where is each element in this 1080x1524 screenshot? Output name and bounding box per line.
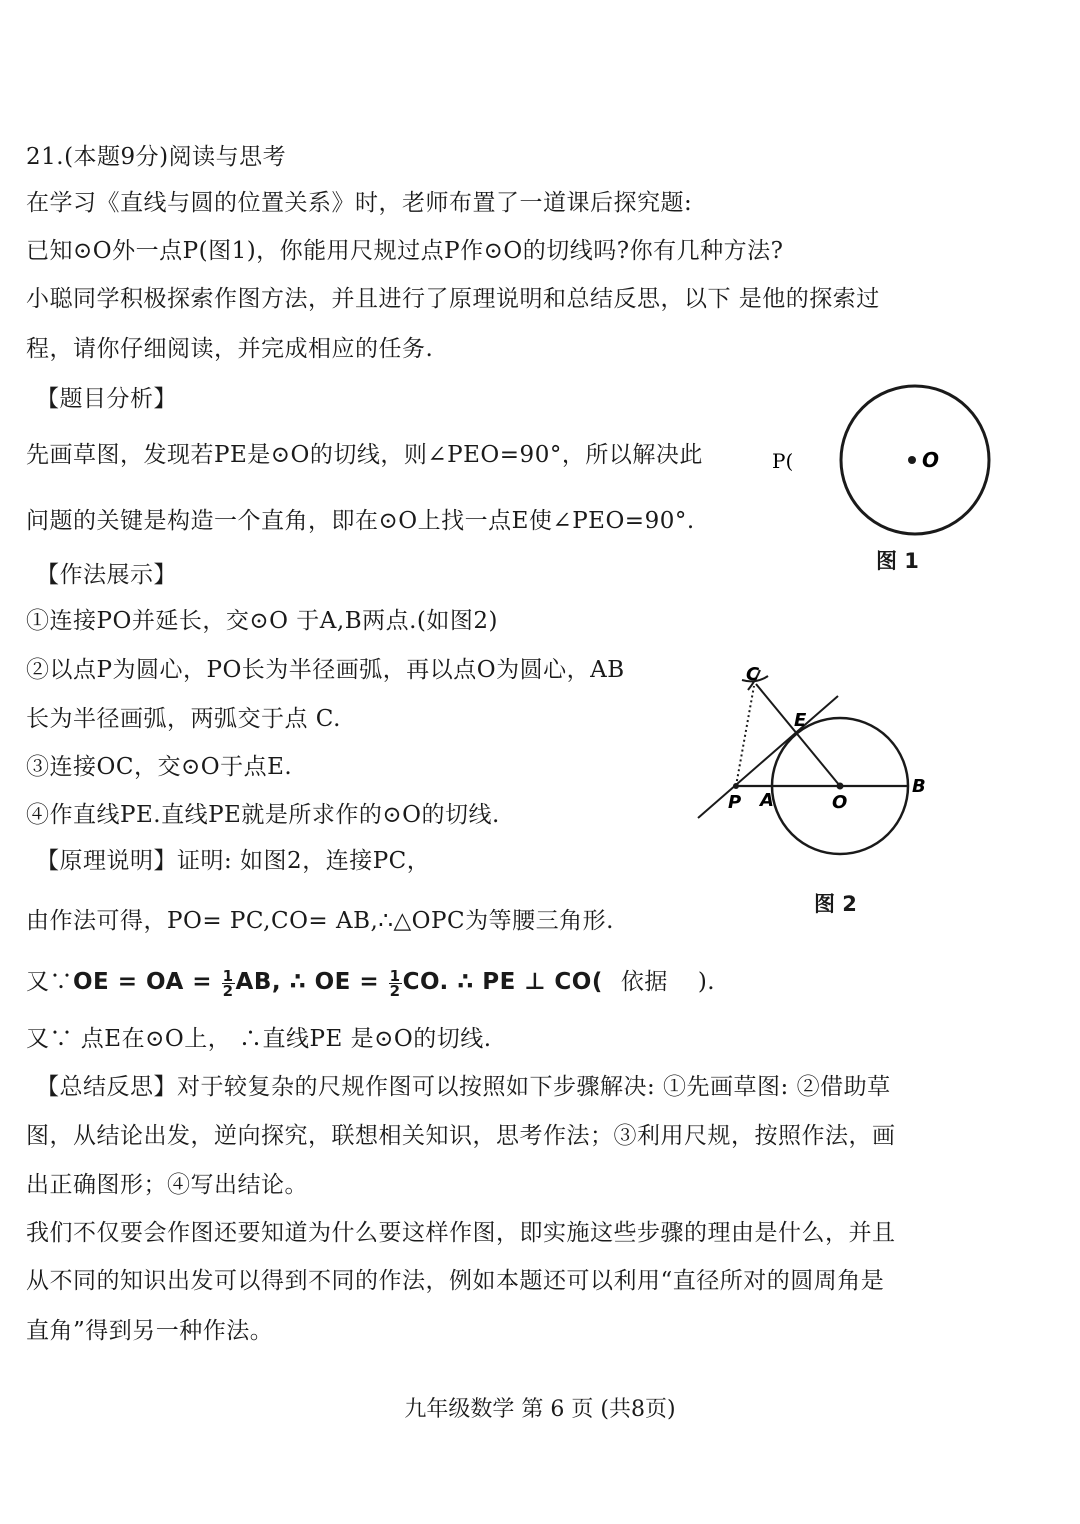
intro-line-1: 在学习《直线与圆的位置关系》时，老师布置了一道课后探究题: (26, 190, 693, 216)
principle-title: 【原理说明】证明: 如图2，连接PC， (36, 848, 431, 874)
analysis-line-1: 先画草图，发现若PE是⊙O的切线，则∠PEO=90°，所以解决此 (26, 442, 703, 468)
analysis-line-2: 问题的关键是构造一个直角，即在⊙O上找一点E使∠PEO=90°. (26, 508, 695, 534)
figure-2 (690, 660, 940, 880)
intro-line-3: 小聪同学积极探索作图方法，并且进行了原理说明和总结反思，以下 是他的探索过 (26, 286, 880, 312)
figure2-point-p-dot (733, 783, 739, 789)
figure2-label-b: B (912, 776, 926, 797)
summary-line-4: 我们不仅要会作图还要知道为什么要这样作图，即实施这些步骤的理由是什么，并且 (26, 1220, 896, 1246)
method-step-2a: ②以点P为圆心，PO长为半径画弧，再以点O为圆心，AB (26, 657, 625, 683)
summary-line-3: 出正确图形；④写出结论。 (26, 1172, 308, 1198)
question-header: 21.(本题9分)阅读与思考 (26, 144, 287, 170)
summary-line-2: 图，从结论出发，逆向探究，联想相关知识，思考作法；③利用尺规，按照作法，画 (26, 1123, 896, 1149)
principle-line-1: 由作法可得，PO= PC,CO= AB,∴△OPC为等腰三角形. (26, 908, 614, 934)
principle-close: ). (697, 969, 716, 995)
half-fraction-2: $\frac{1}{2}$ (389, 966, 401, 1000)
figure2-label-o: O (832, 792, 848, 813)
principle-line-3: 又∵ 点E在⊙O上， ∴直线PE 是⊙O的切线. (26, 1026, 492, 1052)
figure2-label-p: P (728, 792, 742, 813)
analysis-title: 【题目分析】 (36, 386, 177, 412)
method-step-2b: 长为半径画弧，两弧交于点 C. (26, 706, 341, 732)
method-title: 【作法展示】 (36, 562, 177, 588)
summary-line-5: 从不同的知识出发可以得到不同的作法，例如本题还可以利用“直径所对的圆周角是 (26, 1268, 885, 1294)
principle-ab-oe: AB, ∴ OE = (235, 969, 388, 995)
principle-basis-blank: 依据 (620, 969, 668, 995)
principle-line-2 (26, 962, 715, 1002)
method-step-4: ④作直线PE.直线PE就是所求作的⊙O的切线. (26, 802, 500, 828)
figure1-point-p: P( (772, 449, 794, 473)
principle-because: 又∵ (26, 969, 73, 995)
figure2-label-c: C (746, 664, 760, 685)
summary-line-6: 直角”得到另一种作法。 (26, 1318, 274, 1344)
summary-line-1: 【总结反思】对于较复杂的尺规作图可以按照如下步骤解决: ①先画草图: ②借助草 (36, 1074, 891, 1100)
figure1-center-dot (908, 456, 916, 464)
figure2-segment-oc (756, 684, 840, 786)
method-step-1: ①连接PO并延长，交⊙O 于A,B两点.(如图2) (26, 608, 498, 634)
principle-pe-perp-co: CO. ∴ PE ⊥ CO( (402, 969, 603, 995)
figure1-point-o: O (922, 448, 940, 472)
half-fraction-1: $\frac{1}{2}$ (222, 966, 234, 1000)
figure2-label-e: E (794, 710, 807, 731)
intro-line-4: 程，请你仔细阅读，并完成相应的任务. (26, 336, 434, 362)
page-footer: 九年级数学 第 6 页 (共8页) (404, 1397, 676, 1422)
method-step-3: ③连接OC，交⊙O于点E. (26, 754, 293, 780)
figure-2-label: 图 2 (814, 892, 857, 916)
figure-1-label: 图 1 (876, 549, 919, 573)
figure2-point-o-dot (837, 783, 844, 790)
intro-line-2: 已知⊙O外一点P(图1)，你能用尺规过点P作⊙O的切线吗?你有几种方法? (26, 238, 784, 264)
principle-oe-oa: OE = OA = (73, 969, 221, 995)
figure2-label-a: A (760, 790, 774, 811)
